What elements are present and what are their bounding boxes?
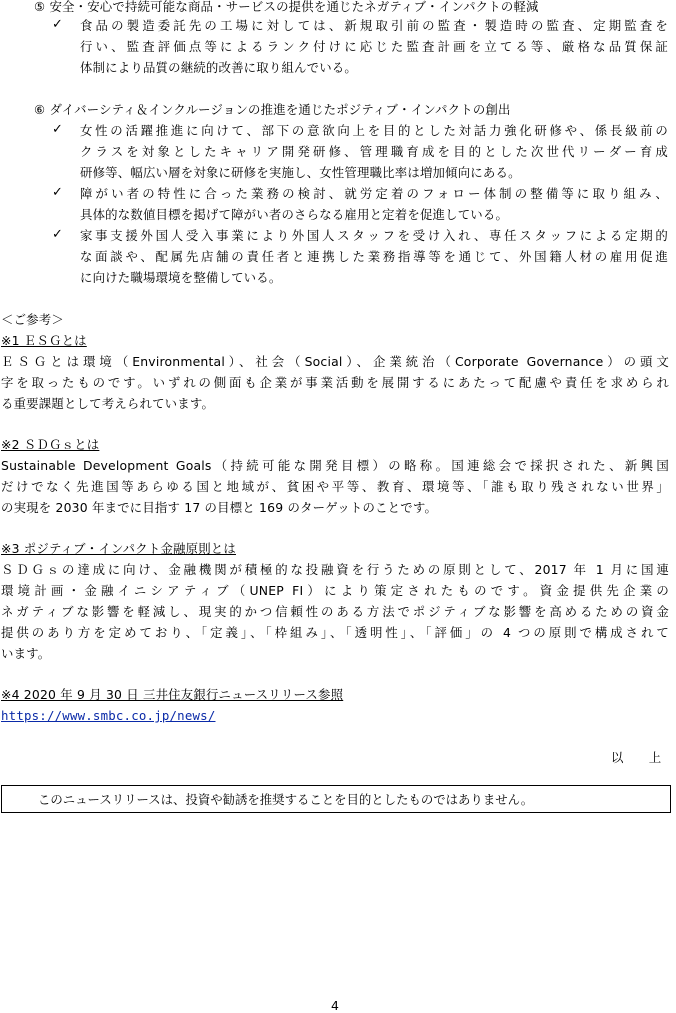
note1-line3: る重要課題として考えられています。 [1,396,215,411]
note3-line1: ＳＤＧｓの達成に向け、金融機関が積極的な投融資を行うための原則として、2017 年 1 月に国連 [1,562,669,577]
checkmark-icon: ✓ [52,17,63,32]
section6-bullet3-line2: な面談や、配属先店舗の責任者と連携した業務指導等を通じて、外国籍人材の雇用促進 [80,249,668,264]
section6-bullet1-line1: 女性の活躍推進に向けて、部下の意欲向上を目的とした対話力強化研修や、係長級前の [80,123,668,138]
note2-line3: の実現を 2030 年までに目指す 17 の目標と 169 のターゲットのことです。 [1,500,438,515]
reference-title: ＜ご参考＞ [1,312,64,327]
note1-line1: ＥＳＧとは環境（Environmental）、社会（Social）、企業統治（Corporate Governance）の頭文 [1,354,669,369]
section6-bullet1-line2: クラスを対象としたキャリア開発研修、管理職育成を目的とした次世代リーダー育成 [80,144,668,159]
note4-heading: ※4 2020 年 9 月 30 日 三井住友銀行ニュースリリース参照 [1,687,344,702]
section6-heading: ⑥ ダイバーシティ＆インクルージョンの推進を通じたポジティブ・インパクトの創出 [34,102,511,117]
section6-bullet1-line3: 研修等、幅広い層を対象に研修を実施し、女性管理職比率は増加傾向にある。 [80,165,521,180]
note3-heading: ※3 ポジティブ・インパクト金融原則とは [1,541,236,556]
note2-line1: Sustainable Development Goals（持続可能な開発目標）の略称。国連総会で採択された、新興国 [1,458,669,473]
section6-bullet3-line1: 家事支援外国人受入事業により外国人スタッフを受け入れ、専任スタッフによる定期的 [80,228,668,243]
disclaimer-box [1,785,671,813]
checkmark-icon: ✓ [52,227,63,242]
note1-heading: ※1 ＥＳＧとは [1,333,87,348]
section6-bullet3-line3: に向けた職場環境を整備している。 [80,270,282,285]
note3-line3: ネガティブな影響を軽減し、現実的かつ信頼性のある方法でポジティブな影響を高めるための資金 [1,604,669,619]
news-release-link[interactable]: https://www.smbc.co.jp/news/ [1,708,216,723]
note3-line2: 環境計画・金融イニシアティブ（UNEP FI）により策定されたものです。資金提供先企業の [1,583,669,598]
page-number: 4 [331,998,339,1013]
note1-line2: 字を取ったものです。いずれの側面も企業が事業活動を展開するにあたって配慮や責任を求められ [1,375,669,390]
section6-bullet2-line2: 具体的な数値目標を掲げて障がい者のさらなる雇用と定着を促進している。 [80,207,509,222]
section6-bullet2-line1: 障がい者の特性に合った業務の検討、就労定着のフォロー体制の整備等に取り組み、 [80,186,668,201]
note3-line4: 提供のあり方を定めており、「定義」、「枠組み」、「透明性」、「評価」の 4 つの原則で構成されて [1,625,669,640]
section5-heading: ⑤ 安全・安心で持続可能な商品・サービスの提供を通じたネガティブ・インパクトの軽減 [34,0,539,14]
section5-bullet1-line1: 食品の製造委託先の工場に対しては、新規取引前の監査・製造時の監査、定期監査を [80,18,668,33]
note3-line5: います。 [1,646,51,661]
note2-heading: ※2 ＳＤＧｓとは [1,437,100,452]
closing-mark: 以 上 [611,750,662,765]
section5-bullet1-line2: 行い、監査評価点等によるランク付けに応じた監査計画を立てる等、厳格な品質保証 [80,39,668,54]
note2-line2: だけでなく先進国等あらゆる国と地域が、貧困や平等、教育、環境等、「誰も取り残されない世界」 [1,479,669,494]
section5-bullet1-line3: 体制により品質の継続的改善に取り組んでいる。 [80,60,357,75]
disclaimer-text: このニュースリリースは、投資や勧誘を推奨することを目的としたものではありません。 [38,792,534,807]
checkmark-icon: ✓ [52,122,63,137]
checkmark-icon: ✓ [52,185,63,200]
